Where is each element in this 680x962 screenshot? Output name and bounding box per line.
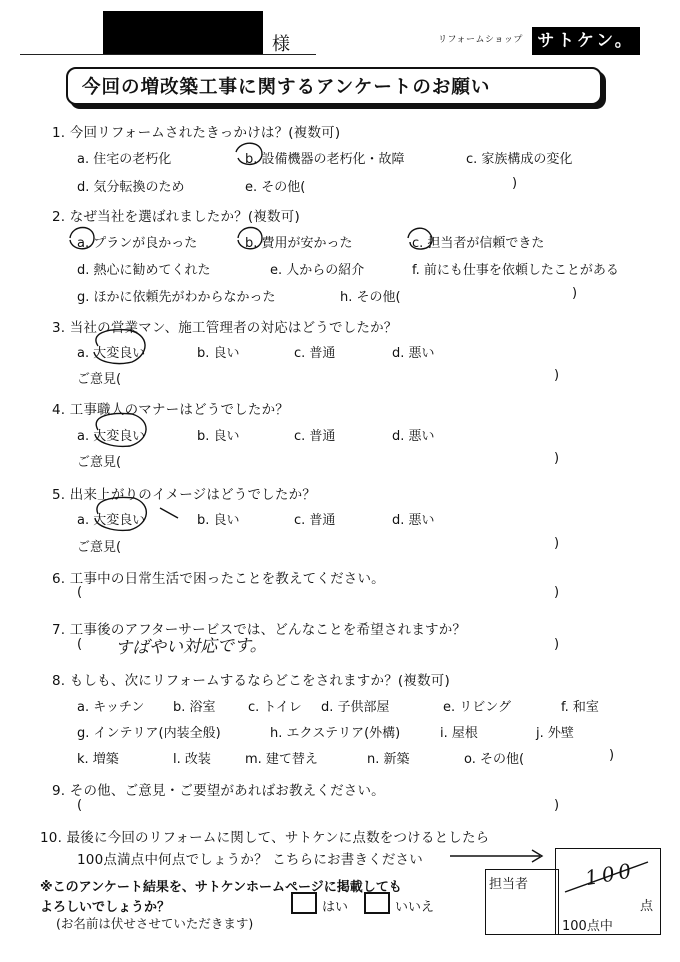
q6-question: 6. 工事中の日常生活で困ったことを教えてください。 (52, 571, 385, 587)
q6-open: ( (77, 585, 83, 600)
q8-question: 8. もしも、次にリフォームするならどこをされますか？(複数可) (52, 673, 450, 689)
q2-c-circle (408, 228, 432, 249)
q8-option-e[interactable]: e. リビング (443, 700, 512, 715)
q8-option-d[interactable]: d. 子供部屋 (321, 700, 390, 715)
q5-option-c[interactable]: c. 普通 (294, 513, 336, 528)
q3-option-c[interactable]: c. 普通 (294, 346, 336, 361)
q8-option-o[interactable]: o. その他( (464, 752, 525, 767)
brand-tagline: リフォームショップ (438, 35, 523, 45)
q8-option-i[interactable]: i. 屋根 (440, 726, 478, 741)
q2-option-b[interactable]: b. 費用が安かった (245, 236, 353, 251)
q9-close: ) (554, 798, 560, 813)
q5-option-a[interactable]: a. 大変良い (77, 513, 146, 528)
consent-line2: よろしいでしょうか？ (40, 900, 171, 915)
q4-option-d[interactable]: d. 悪い (392, 429, 435, 444)
q2-other-close: ) (572, 286, 578, 301)
q9-question: 9. その他、ご意見・ご要望があればお教えください。 (52, 783, 385, 799)
q3-question: 3. 当社の営業マン、施工管理者の対応はどうでしたか？ (52, 320, 398, 336)
q2-option-c[interactable]: c. 担当者が信頼できた (412, 236, 545, 251)
q2-question: 2. なぜ当社を選ばれましたか？(複数可) (52, 209, 300, 225)
q5-option-d[interactable]: d. 悪い (392, 513, 435, 528)
q8-option-b[interactable]: b. 浴室 (173, 700, 216, 715)
page-title: 今回の増改築工事に関するアンケートのお願い (82, 77, 491, 98)
q7-handwritten-answer: すばやい対応です。 (114, 635, 267, 659)
q1-b-circle (236, 143, 262, 164)
q7-close: ) (554, 637, 560, 652)
q8-other-close: ) (609, 748, 615, 763)
consent-note: (お名前は伏せさせていただきます) (56, 916, 254, 931)
q4-option-c[interactable]: c. 普通 (294, 429, 336, 444)
q9-open: ( (77, 798, 83, 813)
score-max-label: 100点中 (562, 919, 613, 934)
q8-option-f[interactable]: f. 和室 (561, 700, 599, 715)
q2-option-g[interactable]: g. ほかに依頼先がわからなかった (77, 290, 276, 305)
q10-question-line2: 100点満点中何点でしょうか？ こちらにお書きください (77, 852, 423, 868)
q8-option-k[interactable]: k. 増築 (77, 752, 119, 767)
q4-comment-close: ) (554, 451, 560, 466)
consent-no-label: いいえ (395, 900, 435, 915)
q2-option-a[interactable]: a. プランが良かった (77, 236, 198, 251)
q8-option-j[interactable]: j. 外壁 (536, 726, 574, 741)
q7-open: ( (77, 637, 83, 652)
q3-option-a[interactable]: a. 大変良い (77, 346, 146, 361)
consent-yes-label: はい (322, 900, 349, 915)
staff-label: 担当者 (489, 877, 529, 892)
q7-question: 7. 工事後のアフターサービスでは、どんなことを希望されますか？ (52, 622, 467, 638)
q5-slash (160, 508, 178, 518)
q1-question: 1. 今回リフォームされたきっかけは？(複数可) (52, 125, 341, 141)
q8-option-h[interactable]: h. エクステリア(外構) (270, 726, 401, 741)
q1-option-e[interactable]: e. その他( (245, 180, 306, 195)
q1-option-a[interactable]: a. 住宅の老朽化 (77, 152, 172, 167)
q10-question-line1: 10. 最後に今回のリフォームに関して、サトケンに点数をつけるとしたら (40, 830, 490, 846)
q3-comment-close: ) (554, 368, 560, 383)
q10-score-slash (565, 862, 648, 892)
q4-option-b[interactable]: b. 良い (197, 429, 240, 444)
q2-option-f[interactable]: f. 前にも仕事を依頼したことがある (412, 263, 619, 278)
brand-logo: サトケン。 (532, 27, 640, 55)
q1-option-d[interactable]: d. 気分転換のため (77, 180, 185, 195)
q5-comment-close: ) (554, 536, 560, 551)
q3-option-d[interactable]: d. 悪い (392, 346, 435, 361)
q6-close: ) (554, 585, 560, 600)
q2-a-circle (70, 228, 94, 249)
q1-option-c[interactable]: c. 家族構成の変化 (466, 152, 573, 167)
q3-a-circle (94, 330, 145, 364)
q3-comment-label: ご意見( (77, 372, 122, 387)
q2-option-h[interactable]: h. その他( (340, 290, 401, 305)
q5-comment-label: ご意見( (77, 540, 122, 555)
q8-option-l[interactable]: l. 改装 (173, 752, 211, 767)
q5-question: 5. 出来上がりのイメージはどうでしたか？ (52, 487, 316, 503)
q8-option-g[interactable]: g. インテリア(内装全般) (77, 726, 221, 741)
honorific: 様 (272, 34, 290, 55)
q2-b-circle (238, 228, 262, 249)
q4-option-a[interactable]: a. 大変良い (77, 429, 146, 444)
q8-option-a[interactable]: a. キッチン (77, 700, 145, 715)
q8-option-c[interactable]: c. トイレ (248, 700, 302, 715)
q5-option-b[interactable]: b. 良い (197, 513, 240, 528)
q4-a-circle (95, 414, 146, 447)
q8-option-n[interactable]: n. 新築 (367, 752, 410, 767)
q4-comment-label: ご意見( (77, 455, 122, 470)
q2-option-d[interactable]: d. 熱心に勧めてくれた (77, 263, 211, 278)
q5-a-circle (95, 498, 146, 531)
q4-question: 4. 工事職人のマナーはどうでしたか？ (52, 402, 289, 418)
q2-option-e[interactable]: e. 人からの紹介 (270, 263, 365, 278)
q1-other-close: ) (512, 176, 518, 191)
score-unit: 点 (640, 899, 654, 914)
q8-option-m[interactable]: m. 建て替え (245, 752, 318, 767)
handwritten-score: 100 (583, 857, 637, 891)
consent-line1: ※このアンケート結果を、サトケンホームページに掲載しても (40, 880, 402, 895)
q1-option-b[interactable]: b. 設備機器の老朽化・故障 (245, 152, 405, 167)
q3-option-b[interactable]: b. 良い (197, 346, 240, 361)
